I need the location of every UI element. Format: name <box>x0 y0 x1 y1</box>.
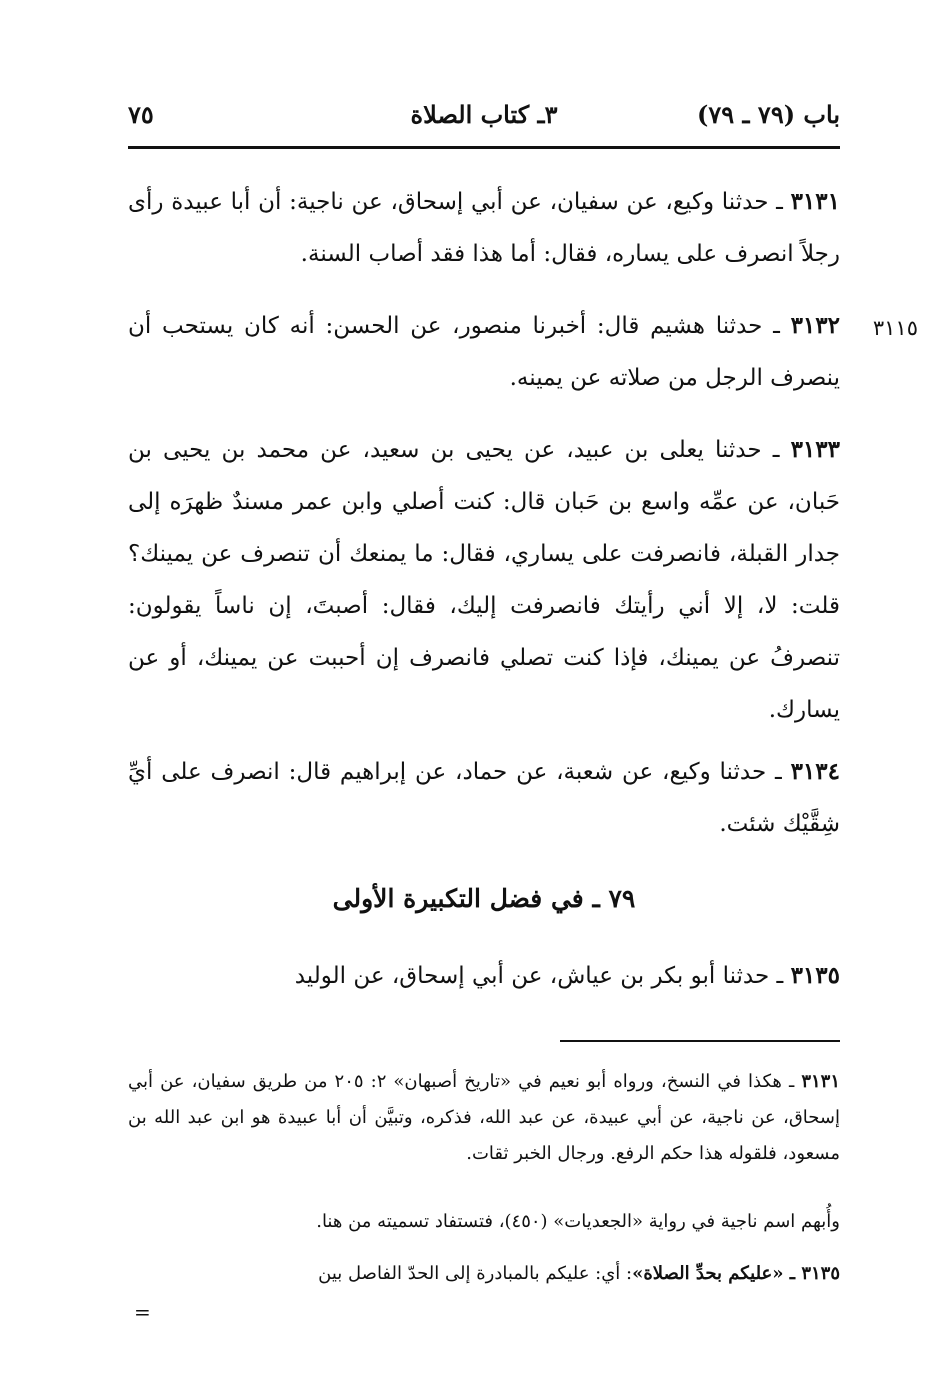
hadith-paragraph <box>128 746 840 850</box>
footnote <box>128 1256 840 1292</box>
hadith-paragraph <box>128 300 840 404</box>
hadith-text: ـ حدثنا هشيم قال: أخبرنا منصور، عن الحسن: أنه كان يستحب أن ينصرف الرجل من صلاته عن يمينه. <box>128 313 840 391</box>
hadith-number: ٣١٣٤ <box>790 758 840 785</box>
book-title: ٣ـ كتاب الصلاة <box>410 100 558 129</box>
footnote-number: ٣١٣١ <box>801 1071 840 1092</box>
hadith-number: ٣١٣٢ <box>790 312 840 339</box>
continuation-mark: = <box>134 1300 151 1324</box>
hadith-number: ٣١٣٥ <box>790 962 840 989</box>
footnote-quote: ـ «عليكم بحدِّ الصلاة» <box>632 1263 802 1284</box>
chapter-range: باب (٧٩ ـ ٧٩) <box>697 100 840 129</box>
hadith-text: ـ حدثنا يعلى بن عبيد، عن يحيى بن سعيد، عن محمد بن يحيى بن حَبان، عن عمِّه واسع بن حَبان قال: كنت أصلي وابن عمر مسندٌ ظهرَه إلى جدار القبلة، فانصرفت على يساري، فقال: ما يمنعك أن تنصرف عن يمينك؟ قلت: لا، إلا أني رأيتك فانصرفت إليك، فقال: أصبتَ، إن ناساً يقولون: تنصرفُ عن يمينك، فإذا كنت تصلي فانصرف إن أحببت عن يمينك، أو عن يسارك. <box>128 437 840 723</box>
footnote-rule <box>560 1040 840 1042</box>
hadith-paragraph <box>128 424 840 736</box>
footnote <box>128 1064 840 1172</box>
hadith-paragraph <box>128 950 840 1002</box>
section-heading: ٧٩ ـ في فضل التكبيرة الأولى <box>332 884 636 913</box>
footnote-text: ـ هكذا في النسخ، ورواه أبو نعيم في «تاريخ أصبهان» ٢: ٢٠٥ من طريق سفيان، عن أبي إسحاق، عن ناجية، عن أبي عبيدة، عن عبد الله، فذكره، وتبيَّن أن أبا عبيدة هو ابن عبد الله بن مسعود، فلقوله هذا حكم الرفع. ورجال الخبر ثقات. <box>128 1071 840 1164</box>
hadith-number: ٣١٣١ <box>790 188 840 215</box>
header-rule <box>128 146 840 149</box>
hadith-text: ـ حدثنا أبو بكر بن عياش، عن أبي إسحاق، عن الوليد <box>294 963 791 989</box>
margin-reference-number: ٣١١٥ <box>872 316 918 340</box>
page-header <box>128 96 840 146</box>
page-number: ٧٥ <box>128 100 154 129</box>
hadith-number: ٣١٣٣ <box>790 436 840 463</box>
footnote-text: وأُبهم اسم ناجية في رواية «الجعديات» (٤٥٠)، فتستفاد تسميته من هنا. <box>316 1211 840 1232</box>
hadith-text: ـ حدثنا وكيع، عن سفيان، عن أبي إسحاق، عن ناجية: أن أبا عبيدة رأى رجلاً انصرف على يساره، فقال: أما هذا فقد أصاب السنة. <box>128 189 840 267</box>
hadith-text: ـ حدثنا وكيع، عن شعبة، عن حماد، عن إبراهيم قال: انصرف على أيِّ شِقَّيْك شئت. <box>128 759 840 837</box>
footnote-text: : أي: عليكم بالمبادرة إلى الحدّ الفاصل بين <box>318 1263 633 1284</box>
footnote-number: ٣١٣٥ <box>801 1263 840 1284</box>
footnote <box>128 1204 840 1240</box>
hadith-paragraph <box>128 176 840 280</box>
